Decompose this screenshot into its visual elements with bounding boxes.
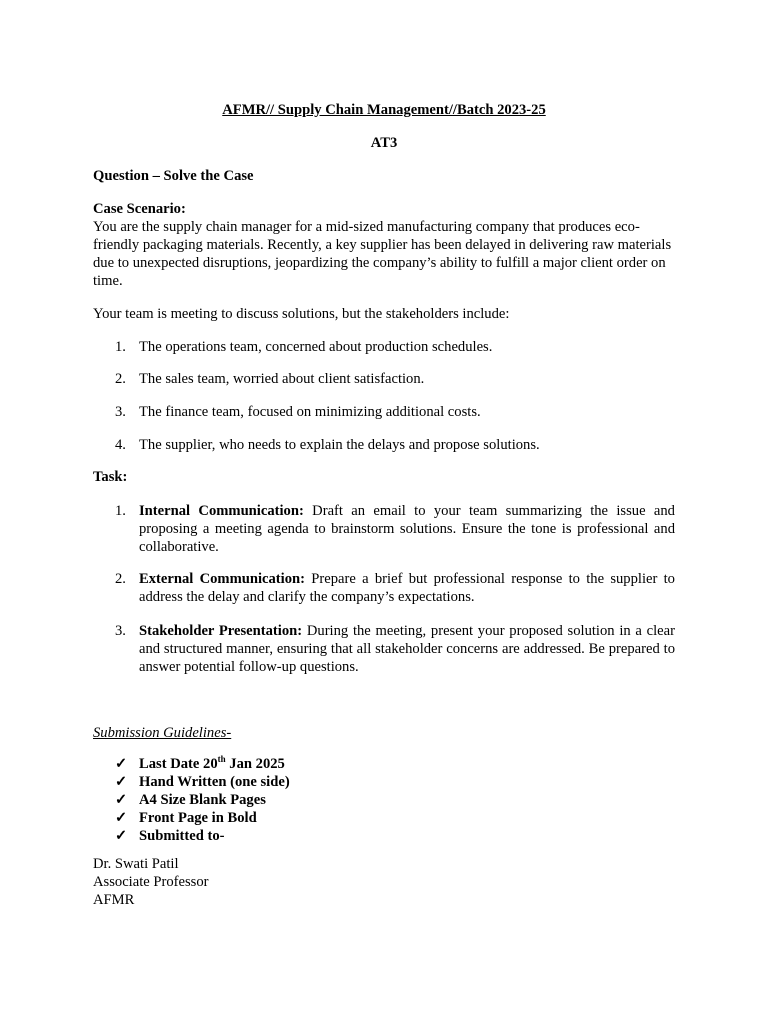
task-item-body: Draft an email to your team summarizing the issue and proposing a meeting agenda to brainstorm solutions. Ensure the tone is professional and collaborative.: [139, 503, 675, 555]
task-item-text: [139, 570, 675, 606]
task-heading: Task:: [93, 469, 128, 485]
stakeholders-intro: Your team is meeting to discuss solutions, but the stakeholders include:: [93, 306, 510, 322]
submission-heading: Submission Guidelines-: [93, 725, 232, 741]
checklist-item: [115, 827, 225, 845]
list-number: 1.: [115, 339, 126, 355]
task-item-label: Stakeholder Presentation:: [139, 623, 303, 639]
last-date-prefix: Last Date 20: [139, 756, 218, 772]
list-number: 2.: [115, 371, 126, 387]
list-item-text: The finance team, focused on minimizing additional costs.: [139, 404, 481, 420]
case-heading: Case Scenario:: [93, 201, 186, 217]
check-mark-icon: ✓: [115, 756, 128, 772]
signature-name: Dr. Swati Patil: [93, 856, 179, 872]
signature-org: AFMR: [93, 892, 135, 908]
task-item-text: [139, 502, 675, 556]
checklist-item: [115, 755, 285, 773]
task-item: [93, 570, 675, 606]
last-date-suffix: Jan 2025: [225, 756, 285, 772]
question-heading: Question – Solve the Case: [93, 168, 254, 184]
list-item-text: The sales team, worried about client satisfaction.: [139, 371, 425, 387]
task-number: 2.: [115, 571, 126, 587]
list-item-text: The supplier, who needs to explain the delays and propose solutions.: [139, 437, 540, 453]
checklist-item: [115, 791, 266, 809]
task-item-body: During the meeting, present your proposed solution in a clear and structured manner, ensuring that all stakeholder concerns are addressed. Be prepared to answer potential follow-up questions.: [139, 623, 675, 675]
list-item: [93, 338, 675, 356]
list-item-text: The operations team, concerned about production schedules.: [139, 339, 493, 355]
check-mark-icon: ✓: [115, 810, 128, 826]
signature-title: Associate Professor: [93, 874, 209, 890]
check-mark-icon: ✓: [115, 774, 128, 790]
course-title: AFMR// Supply Chain Management//Batch 2023-25: [222, 102, 546, 118]
task-number: 3.: [115, 623, 126, 639]
task-item: [93, 622, 675, 676]
checklist-item-text: Submitted to-: [139, 828, 225, 844]
task-item-label: External Communication:: [139, 571, 305, 587]
list-item: [93, 436, 675, 454]
list-number: 3.: [115, 404, 126, 420]
list-item: [93, 370, 675, 388]
task-item-text: [139, 622, 675, 676]
assessment-title: AT3: [370, 135, 398, 151]
checklist-item: [115, 809, 257, 827]
check-mark-icon: ✓: [115, 792, 128, 808]
task-item-body: Prepare a brief but professional response to the supplier to address the delay and clarify the company’s expectations.: [139, 571, 675, 605]
list-item: [93, 403, 675, 421]
checklist-item-text: A4 Size Blank Pages: [139, 792, 266, 808]
task-item-label: Internal Communication:: [139, 503, 304, 519]
case-body: You are the supply chain manager for a mid-sized manufacturing company that produces eco-friendly packaging materials. Recently, a key supplier has been delayed in delivering raw materials due to unexpected disruptions, jeopardizing the company’s ability to fulfill a major client order on time.: [93, 219, 672, 289]
task-item: [93, 502, 675, 556]
checklist-item-text: Hand Written (one side): [139, 774, 290, 790]
task-number: 1.: [115, 503, 126, 519]
checklist-item-text: Front Page in Bold: [139, 810, 257, 826]
checklist-item: [115, 773, 290, 791]
list-number: 4.: [115, 437, 126, 453]
last-date-sup: th: [217, 754, 226, 765]
check-mark-icon: ✓: [115, 828, 128, 844]
